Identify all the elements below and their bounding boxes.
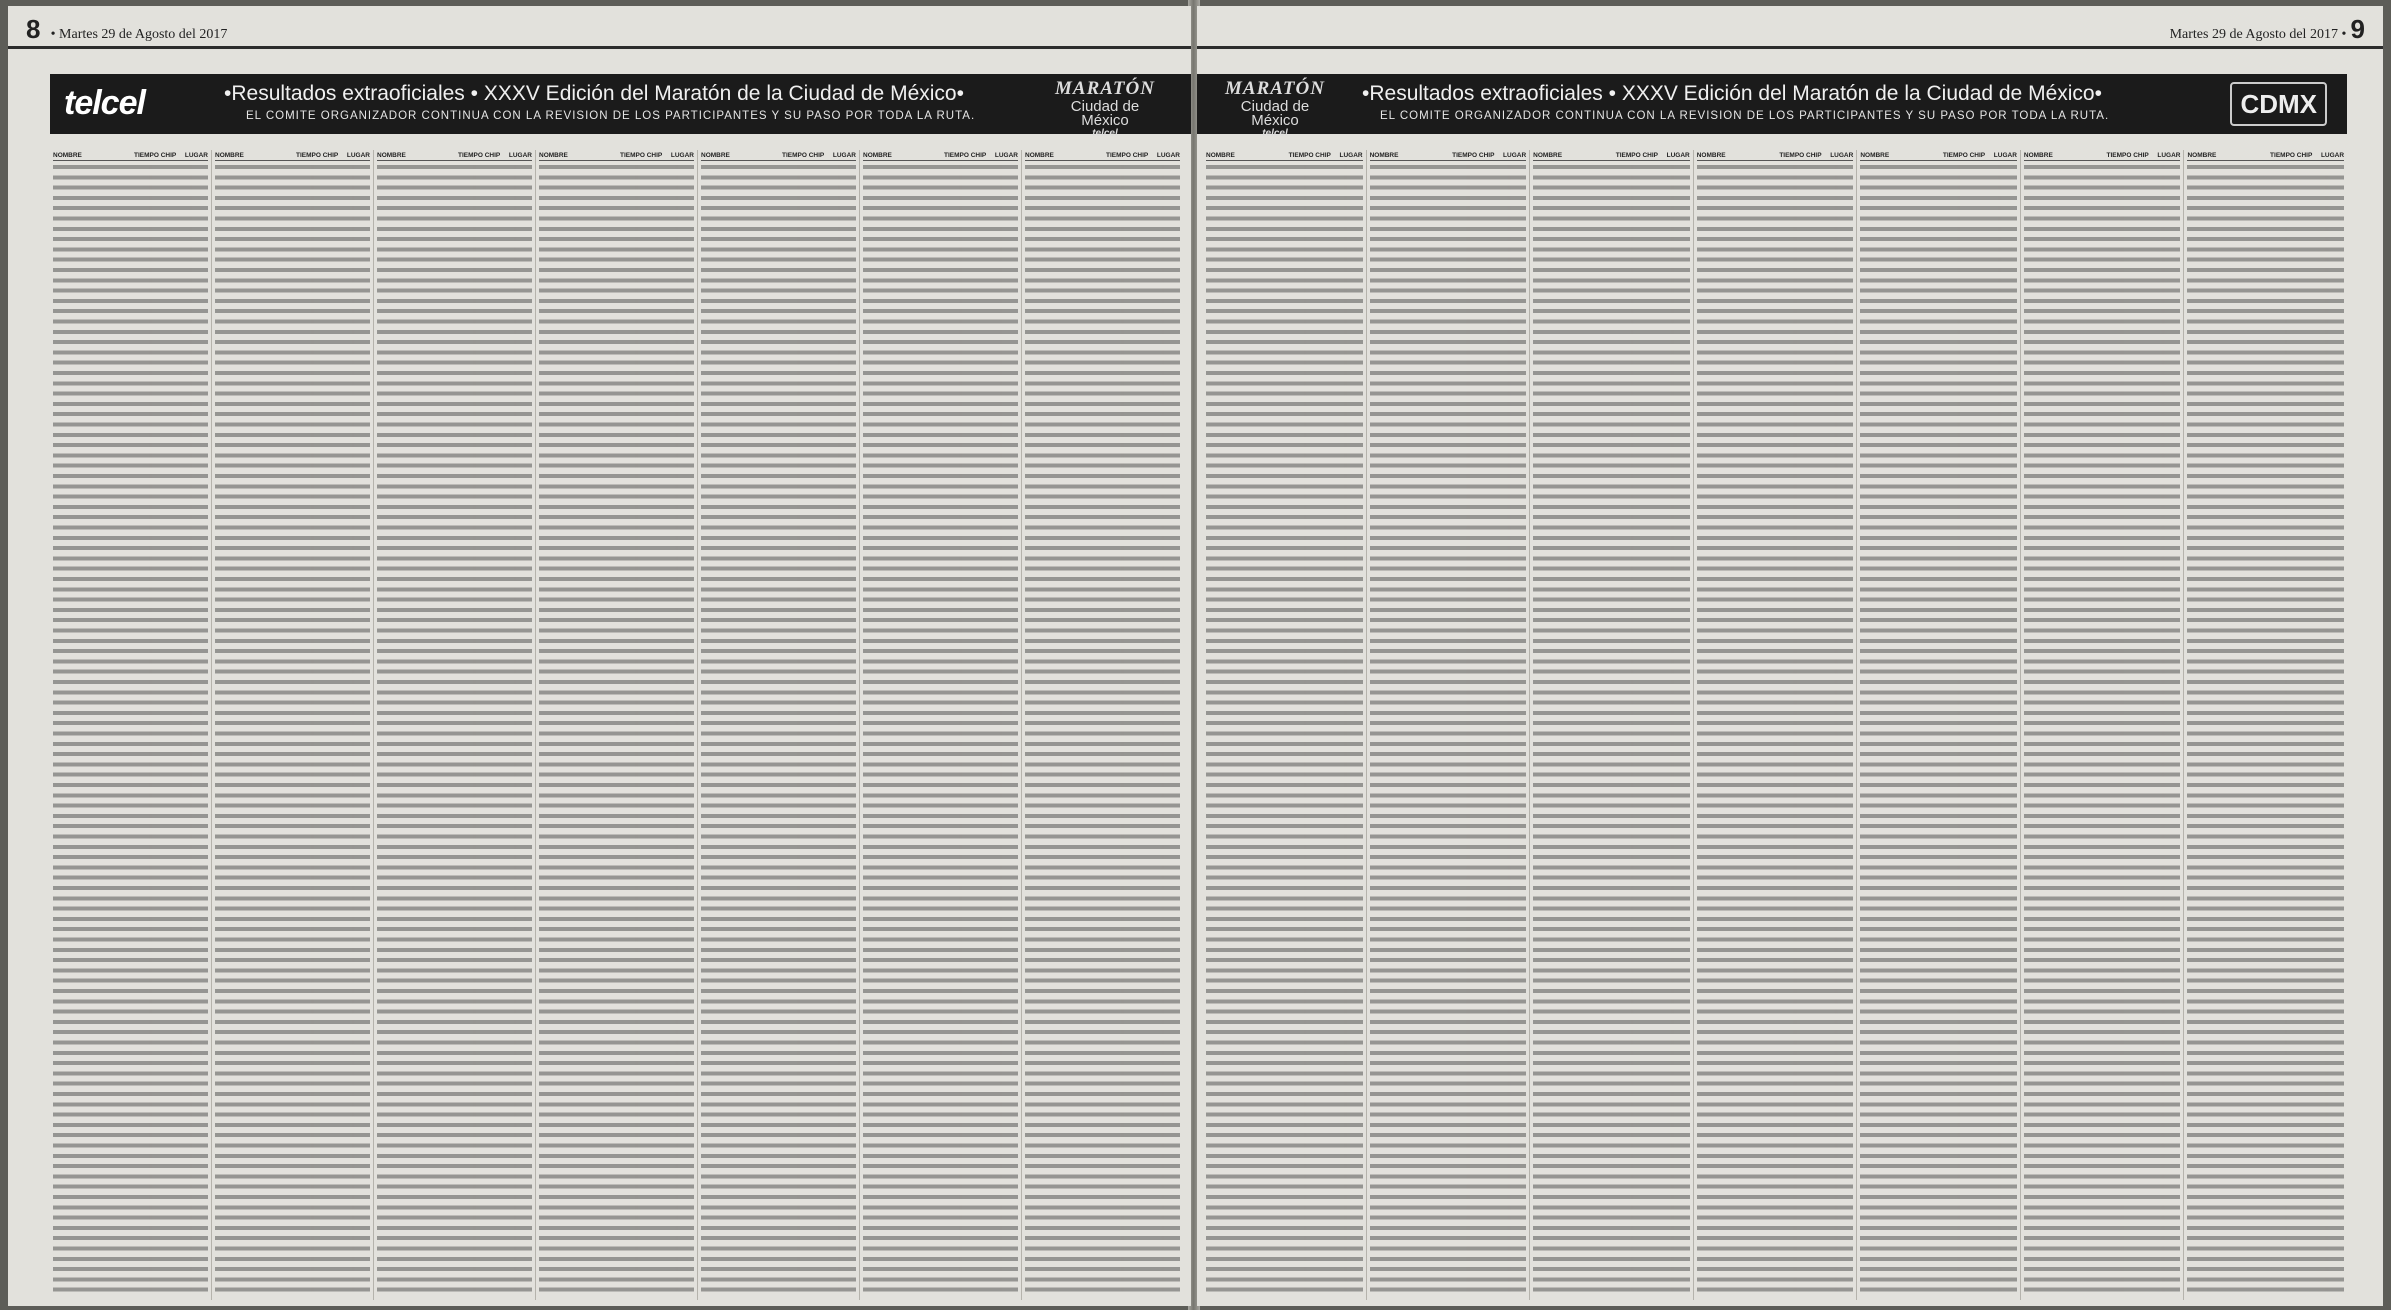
- result-rows: [863, 163, 1018, 1293]
- result-rows: [1370, 163, 1527, 1293]
- column-header-place: LUGAR: [2157, 151, 2181, 159]
- results-column: [374, 150, 536, 1300]
- results-columns: [1203, 150, 2347, 1300]
- results-column: [1694, 150, 1858, 1300]
- column-header-name: NOMBRE: [863, 151, 892, 159]
- result-rows: [701, 163, 856, 1293]
- column-header-name: NOMBRE: [2187, 151, 2217, 159]
- column-header-time: TIEMPO CHIP: [1288, 151, 1331, 159]
- result-rows: [377, 163, 532, 1293]
- column-header: [2024, 150, 2181, 161]
- results-column: [536, 150, 698, 1300]
- banner-title: •Resultados extraoficiales • XXXV Edición del Maratón de la Ciudad de México•: [1362, 82, 2102, 105]
- result-rows: [215, 163, 370, 1293]
- result-rows: [539, 163, 694, 1293]
- column-header-place: LUGAR: [994, 151, 1018, 159]
- marathon-logo-line3: telcel: [1092, 128, 1118, 139]
- column-header-time: TIEMPO CHIP: [782, 151, 825, 159]
- marathon-logo-line2: Ciudad de México: [1070, 98, 1140, 129]
- column-header-name: NOMBRE: [1025, 151, 1054, 159]
- results-column: [1203, 150, 1367, 1300]
- column-header: [215, 150, 370, 161]
- results-column: [1367, 150, 1531, 1300]
- marathon-logo: [1219, 76, 1331, 139]
- column-header-name: NOMBRE: [1206, 151, 1235, 159]
- banner-subtitle: EL COMITE ORGANIZADOR CONTINUA CON LA REVISION DE LOS PARTICIPANTES Y SU PASO POR TODA LA RUTA.: [246, 110, 976, 122]
- results-column: [2184, 150, 2347, 1300]
- column-header-time: TIEMPO CHIP: [1615, 151, 1658, 159]
- column-header-place: LUGAR: [1830, 151, 1854, 159]
- result-rows: [1860, 163, 2017, 1293]
- telcel-logo: telcel: [64, 84, 145, 122]
- header-rule: [8, 46, 1191, 49]
- column-header-place: LUGAR: [184, 151, 208, 159]
- column-header-name: NOMBRE: [1533, 151, 1563, 159]
- results-column: [1022, 150, 1183, 1300]
- column-header-time: TIEMPO CHIP: [2106, 151, 2149, 159]
- results-banner: [1197, 74, 2347, 139]
- column-header-place: LUGAR: [832, 151, 856, 159]
- header-rule: [1197, 46, 2383, 49]
- column-header: [1025, 150, 1180, 161]
- column-header-time: TIEMPO CHIP: [1452, 151, 1495, 159]
- column-header: [2187, 150, 2344, 161]
- column-header: [53, 150, 208, 161]
- column-header: [1206, 150, 1363, 161]
- result-rows: [53, 163, 208, 1293]
- column-header-time: TIEMPO CHIP: [296, 151, 339, 159]
- column-header: [1370, 150, 1527, 161]
- column-header-name: NOMBRE: [1860, 151, 1890, 159]
- results-column: [1530, 150, 1694, 1300]
- column-header-name: NOMBRE: [539, 151, 568, 159]
- column-header-time: TIEMPO CHIP: [620, 151, 663, 159]
- column-header-place: LUGAR: [1666, 151, 1690, 159]
- column-header-name: NOMBRE: [2023, 151, 2053, 159]
- page-number: 9: [2350, 14, 2365, 44]
- results-column: [2021, 150, 2185, 1300]
- column-header-place: LUGAR: [346, 151, 370, 159]
- results-column: [50, 150, 212, 1300]
- right-page-header: [2164, 14, 2365, 44]
- result-rows: [1025, 163, 1180, 1293]
- column-header-name: NOMBRE: [701, 151, 730, 159]
- cdmx-logo: CDMX: [2230, 82, 2327, 126]
- column-header: [1860, 150, 2017, 161]
- result-rows: [1206, 163, 1363, 1293]
- results-columns: [50, 150, 1183, 1300]
- results-column: [860, 150, 1022, 1300]
- column-header-place: LUGAR: [1503, 151, 1527, 159]
- marathon-logo-line3: telcel: [1262, 128, 1288, 139]
- column-header: [539, 150, 694, 161]
- result-rows: [2187, 163, 2344, 1293]
- result-rows: [1533, 163, 1690, 1293]
- column-header-name: NOMBRE: [1369, 151, 1399, 159]
- column-header-time: TIEMPO CHIP: [2270, 151, 2313, 159]
- column-header-time: TIEMPO CHIP: [134, 151, 177, 159]
- column-header-name: NOMBRE: [215, 151, 244, 159]
- column-header-time: TIEMPO CHIP: [1942, 151, 1986, 159]
- column-header-place: LUGAR: [1993, 151, 2017, 159]
- column-header-time: TIEMPO CHIP: [944, 151, 987, 159]
- page-number: 8: [26, 14, 41, 44]
- results-column: [1857, 150, 2021, 1300]
- banner-subtitle: EL COMITE ORGANIZADOR CONTINUA CON LA REVISION DE LOS PARTICIPANTES Y SU PASO POR TODA LA RUTA.: [1380, 110, 2110, 122]
- column-header-place: LUGAR: [1156, 151, 1180, 159]
- column-header-name: NOMBRE: [1696, 151, 1726, 159]
- column-header-name: NOMBRE: [377, 151, 406, 159]
- results-banner: [50, 74, 1191, 139]
- column-header-place: LUGAR: [1339, 151, 1363, 159]
- column-header-place: LUGAR: [2320, 151, 2345, 159]
- column-header-name: NOMBRE: [53, 151, 82, 159]
- results-column: [212, 150, 374, 1300]
- results-column: [698, 150, 860, 1300]
- marathon-logo-line1: MARATÓN: [1055, 78, 1155, 99]
- issue-date: • Martes 29 de Agosto del 2017: [50, 27, 228, 42]
- left-page-header: [26, 14, 227, 44]
- result-rows: [1697, 163, 1854, 1293]
- column-header-time: TIEMPO CHIP: [1779, 151, 1822, 159]
- column-header-place: LUGAR: [508, 151, 532, 159]
- banner-title: •Resultados extraoficiales • XXXV Edición del Maratón de la Ciudad de México•: [224, 82, 964, 105]
- column-header-place: LUGAR: [670, 151, 694, 159]
- column-header: [1533, 150, 1690, 161]
- result-rows: [2024, 163, 2181, 1293]
- column-header: [701, 150, 856, 161]
- column-header: [377, 150, 532, 161]
- issue-date: Martes 29 de Agosto del 2017 •: [2169, 27, 2347, 42]
- left-page: [8, 6, 1191, 1306]
- marathon-logo-line1: MARATÓN: [1225, 78, 1325, 99]
- column-header-time: TIEMPO CHIP: [458, 151, 501, 159]
- column-header: [1697, 150, 1854, 161]
- right-page: [1197, 6, 2383, 1306]
- column-header-time: TIEMPO CHIP: [1106, 151, 1149, 159]
- column-header: [863, 150, 1018, 161]
- marathon-logo: [1049, 76, 1161, 139]
- marathon-logo-line2: Ciudad de México: [1240, 98, 1310, 129]
